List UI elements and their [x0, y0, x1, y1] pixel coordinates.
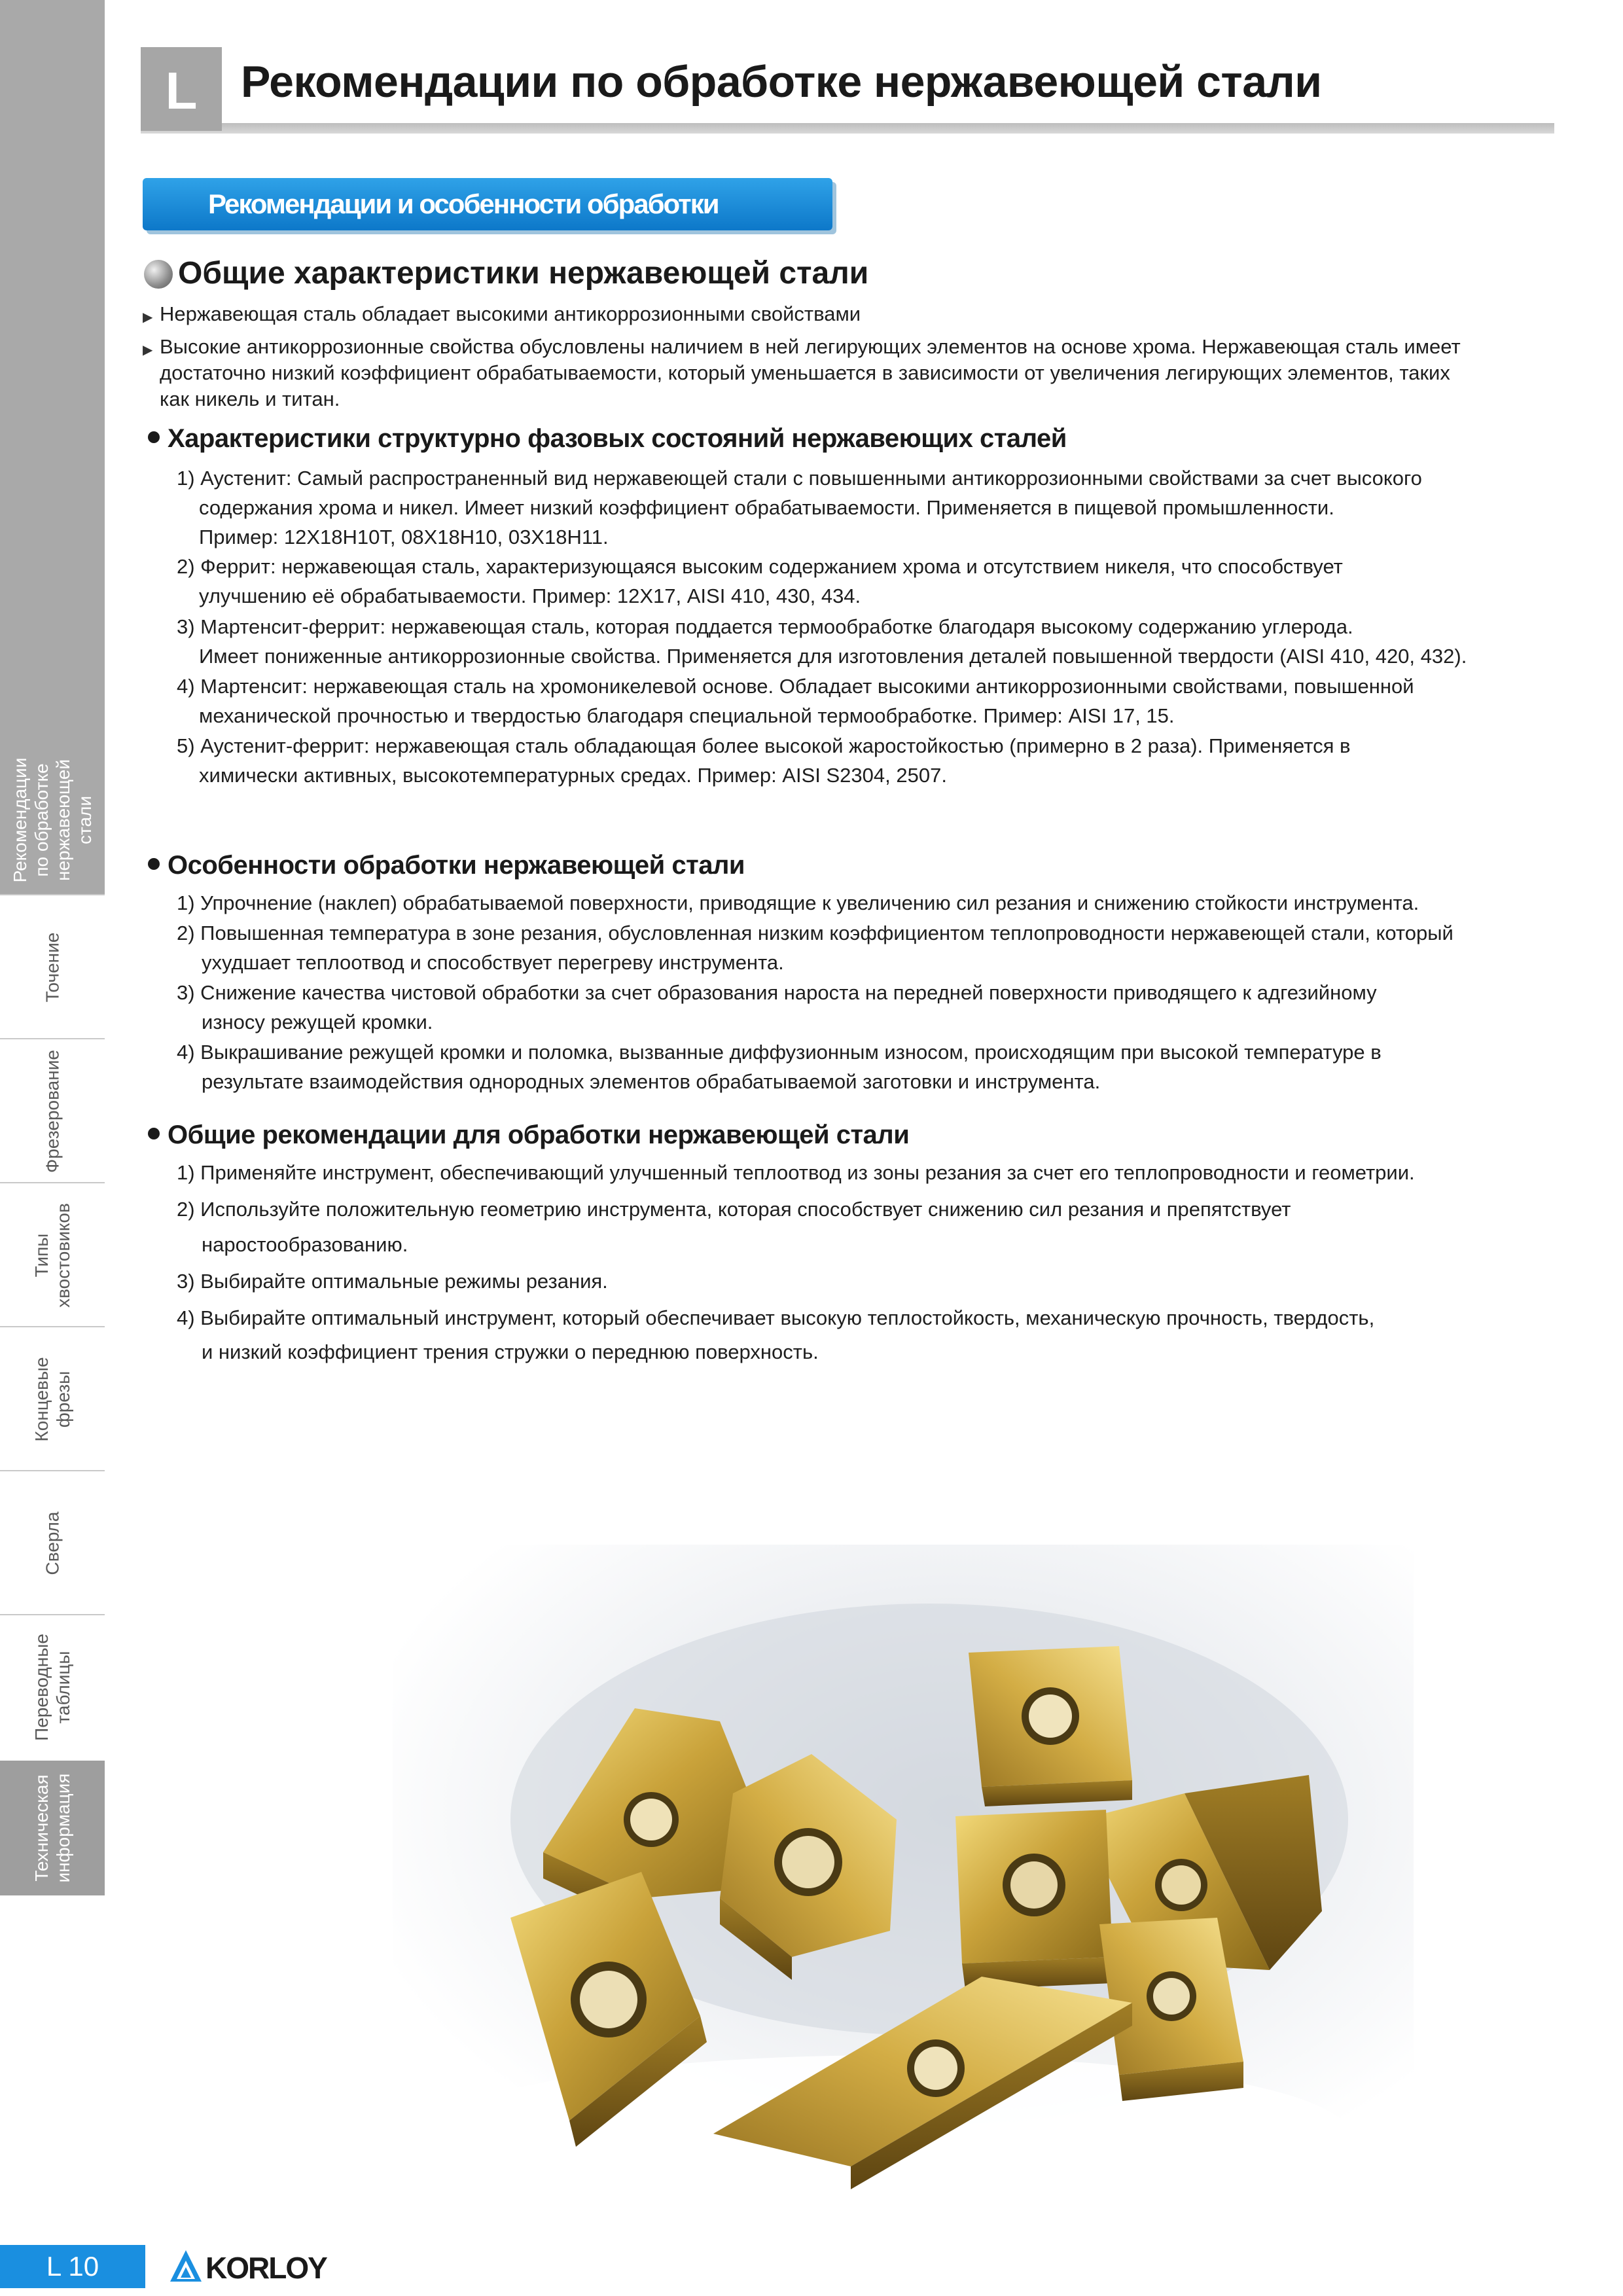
sidebar-tab-label: Переводные таблицы [31, 1634, 73, 1741]
body-line: 1) Применяйте инструмент, обеспечивающий улучшенный теплоотвод из зоны резания за счет его теплопроводности и геометрии. [177, 1161, 1415, 1184]
section-heading: Общие характеристики нержавеющей стали [178, 256, 869, 291]
triangle-bullet-icon: ▶ [143, 343, 153, 357]
body-line: 1) Аустенит: Самый распространенный вид нержавеющей стали с повышенными антикоррозионными свойствами за счет высокого [177, 467, 1422, 490]
subsection-heading-text: Характеристики структурно фазовых состояний нержавеющих сталей [168, 424, 1067, 453]
body-line: 4) Выкрашивание режущей кромки и поломка, вызванные диффузионным износом, происходящим при высокой температуре в [177, 1041, 1382, 1064]
sidebar-tab-stainless[interactable] [0, 746, 105, 894]
subsection-heading [148, 1121, 909, 1150]
body-line: результате взаимодействия однородных элементов обрабатываемой заготовки и инструмента. [202, 1070, 1101, 1093]
body-line: Имеет пониженные антикоррозионные свойства. Применяется для изготовления деталей повышенной твердости (AISI 410, 420, 432). [199, 645, 1467, 668]
header-underline [141, 123, 1554, 134]
body-line: 5) Аустенит-феррит: нержавеющая сталь обладающая более высокой жаростойкостью (примерно в 2 раза). Применяется в [177, 734, 1351, 757]
square-insert-top [969, 1646, 1132, 1806]
body-line: 3) Мартенсит-феррит: нержавеющая сталь, которая поддается термообработке благодаря высокому содержанию углерода. [177, 615, 1353, 638]
carbide-inserts-photo [393, 1545, 1414, 2212]
body-line: Высокие антикоррозионные свойства обусловлены наличием в ней легирующих элементов на основе хрома. Нержавеющая сталь имеет [160, 335, 1461, 358]
dot-bullet-icon [148, 1128, 160, 1139]
sidebar-tab-conversion-tables[interactable] [0, 1614, 105, 1759]
sidebar-tab-label: Типы хвостовиков [31, 1203, 73, 1308]
body-line: как никель и титан. [160, 387, 340, 410]
sidebar-tab-label: Точение [42, 932, 63, 1003]
body-line: наростообразованию. [202, 1233, 408, 1256]
body-line: 3) Выбирайте оптимальные режимы резания. [177, 1270, 608, 1293]
sidebar-tab-shank-types[interactable] [0, 1182, 105, 1327]
sidebar-tab-label: Рекомендации по обработке нержавеющей стали [10, 757, 95, 883]
square-insert-middle [955, 1810, 1113, 1990]
section-letter: L [165, 62, 198, 120]
body-line: ухудшает теплоотвод и способствует перегреву инструмента. [202, 951, 784, 974]
sidebar-tab-label: Техническая информация [31, 1773, 73, 1883]
body-line: улучшению её обрабатываемости. Пример: 12Х17, AISI 410, 430, 434. [199, 584, 861, 607]
page-number: L 10 [46, 2251, 99, 2282]
korloy-logo [169, 2248, 327, 2287]
korloy-logo-icon [169, 2249, 203, 2286]
sidebar-tab-label: Концевые фрезы [31, 1357, 73, 1442]
sidebar-tab-label: Фрезерование [42, 1050, 63, 1173]
sidebar-nav [0, 0, 105, 2296]
section-letter-badge [141, 47, 222, 131]
body-line: 3) Снижение качества чистовой обработки за счет образования нароста на передней поверхности приводящего к адгезийному [177, 981, 1377, 1004]
subsection-heading [148, 851, 745, 880]
body-line: Пример: 12Х18Н10Т, 08Х18Н10, 03Х18Н11. [199, 526, 609, 548]
section-banner [143, 178, 832, 230]
body-line: 1) Упрочнение (наклеп) обрабатываемой поверхности, приводящие к увеличению сил резания и снижению стойкости инструмента. [177, 891, 1419, 914]
body-line: 4) Мартенсит: нержавеющая сталь на хромоникелевой основе. Обладает высокими антикоррозионными свойствами, повышенной [177, 675, 1414, 698]
body-line: и низкий коэффициент трения стружки о переднюю поверхность. [202, 1340, 819, 1363]
body-line: содержания хрома и никел. Имеет низкий коэффициент обрабатываемости. Применяется в пищевой промышленности. [199, 496, 1334, 519]
body-line: 2) Используйте положительную геометрию инструмента, которая способствует снижению сил резания и препятствует [177, 1198, 1291, 1221]
sidebar-tab-technical-info[interactable] [0, 1761, 105, 1895]
subsection-heading-text: Общие рекомендации для обработки нержавеющей стали [168, 1121, 910, 1149]
body-line: 2) Повышенная температура в зоне резания, обусловленная низким коэффициентом теплопроводности нержавеющей стали, который [177, 922, 1454, 944]
brand-name: KORLOY [205, 2251, 327, 2285]
page-title: Рекомендации по обработке нержавеющей стали [241, 57, 1322, 107]
body-line: 2) Феррит: нержавеющая сталь, характеризующаяся высоким содержанием хрома и отсутствием никеля, что способствует [177, 555, 1343, 578]
body-line: химически активных, высокотемпературных средах. Пример: AISI S2304, 2507. [199, 764, 947, 787]
dot-bullet-icon [148, 431, 160, 443]
triangle-bullet-icon: ▶ [143, 310, 153, 325]
body-line: 4) Выбирайте оптимальный инструмент, который обеспечивает высокую теплостойкость, механическую прочность, твердость, [177, 1306, 1375, 1329]
body-line: износу режущей кромки. [202, 1011, 433, 1033]
sidebar-tab-milling[interactable] [0, 1038, 105, 1183]
sidebar-top-block [0, 0, 105, 746]
sphere-bullet-icon [144, 260, 173, 289]
section-banner-label: Рекомендации и особенности обработки [208, 188, 719, 219]
sidebar-tab-label: Сверла [42, 1511, 63, 1575]
sidebar-tab-end-mills[interactable] [0, 1326, 105, 1471]
body-line: механической прочностью и твердостью благодаря специальной термообработке. Пример: AISI 17, 15. [199, 704, 1175, 727]
body-line: достаточно низкий коэффициент обрабатываемости, который уменьшается в зависимости от увеличения легирующих элементов, таких [160, 361, 1450, 384]
dot-bullet-icon [148, 858, 160, 870]
subsection-heading-text: Особенности обработки нержавеющей стали [168, 851, 745, 880]
subsection-heading [148, 424, 1067, 454]
body-line: Нержавеющая сталь обладает высокими антикоррозионными свойствами [160, 302, 861, 325]
sidebar-tab-turning[interactable] [0, 894, 105, 1039]
sidebar-tab-drills[interactable] [0, 1470, 105, 1615]
